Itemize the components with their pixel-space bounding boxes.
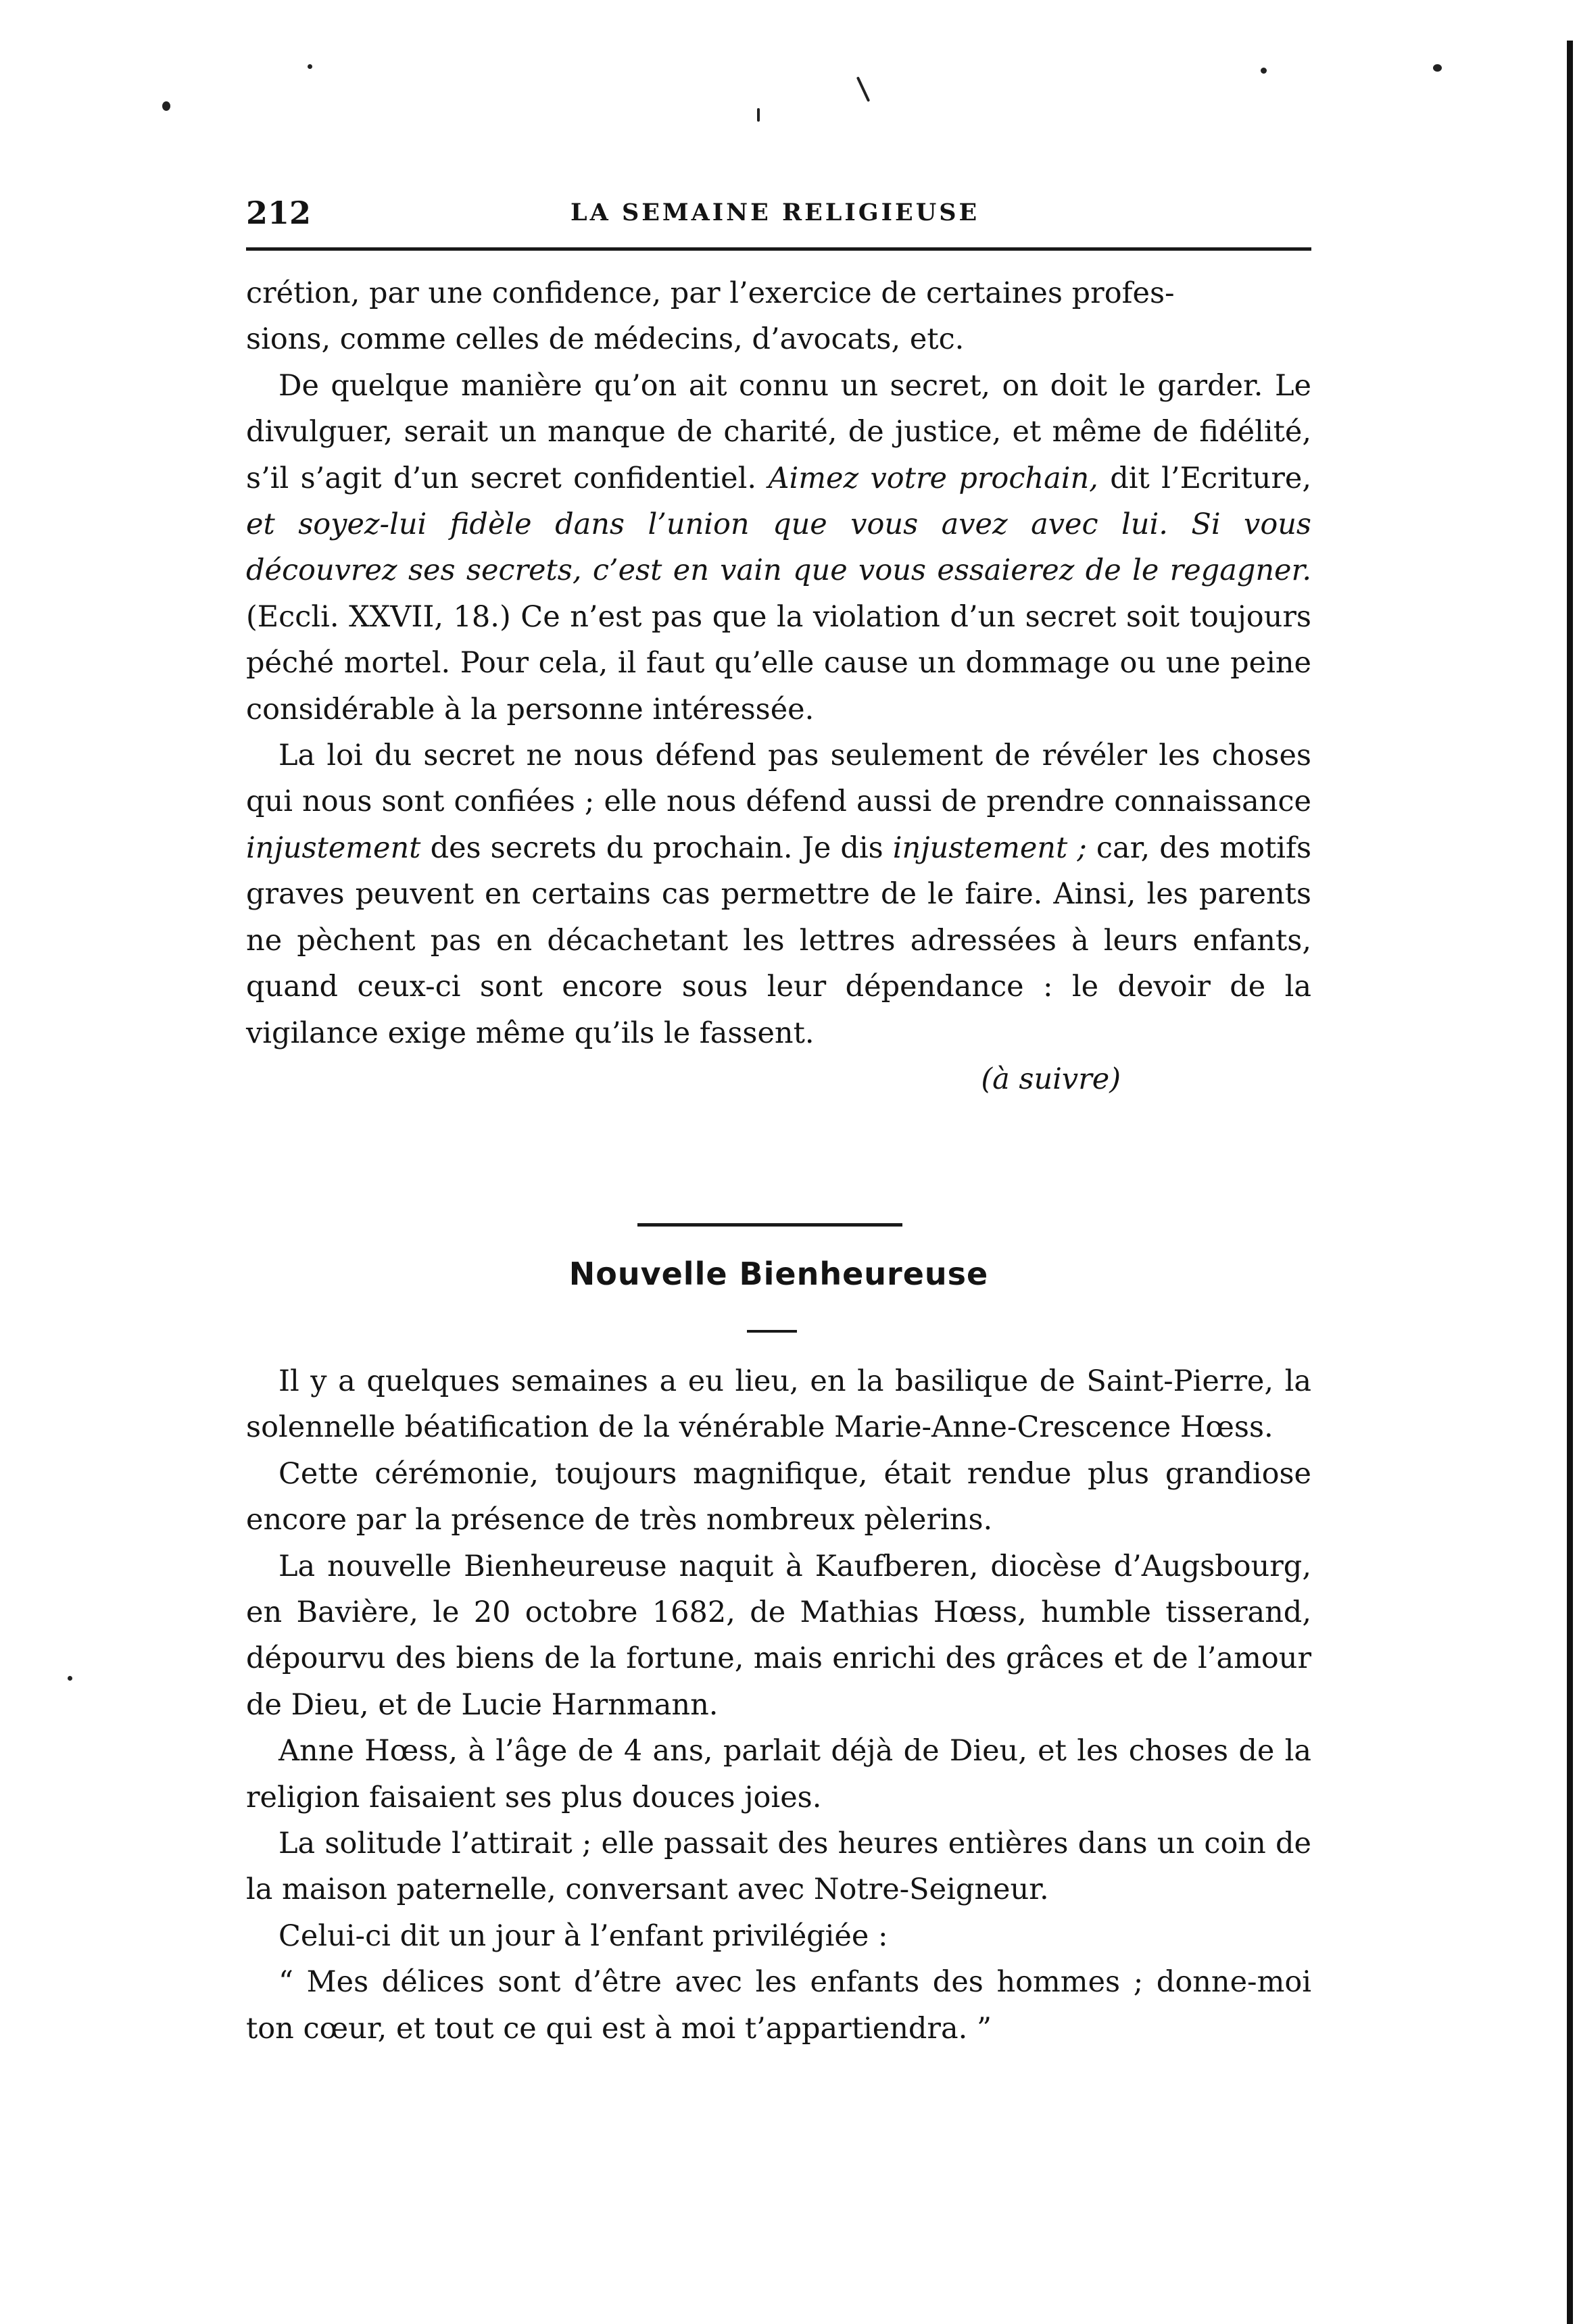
emphasis: injustement ; xyxy=(892,831,1087,865)
paragraph xyxy=(246,733,1311,1056)
print-speck xyxy=(68,1676,72,1681)
paragraph xyxy=(246,363,1311,733)
print-speck xyxy=(1261,68,1267,74)
to-be-continued: (à suivre) xyxy=(981,1062,1121,1096)
text-run: des secrets du prochain. Je dis xyxy=(430,831,883,865)
quotation: “ Mes délices sont d’être avec les enfants des hommes ; donne-moi ton cœur, et tout ce qui est à moi t’appartiendra. ” xyxy=(246,1965,1311,2046)
print-speck xyxy=(856,76,871,102)
print-speck xyxy=(757,108,760,122)
page-edge-shadow xyxy=(1567,41,1573,2324)
paragraph: La nouvelle Bienheureuse naquit à Kaufberen, diocèse d’Augsbourg, en Bavière, le 20 octobre 1682, de Mathias Hœss, humble tisserand, dépourvu des biens de la fortune, mais enrichi des grâces et de l’amour de Dieu, et de Lucie Harnmann. xyxy=(246,1549,1311,1722)
text-run: crétion, par une confidence, par l’exercice de certaines profes- xyxy=(246,276,1175,310)
section-separator xyxy=(637,1223,902,1227)
section-body xyxy=(246,1358,1311,2052)
title-dash xyxy=(747,1330,797,1333)
text-run: car, des motifs graves peuvent en certains cas permettre de le faire. Ainsi, les parents ne pèchent pas en décachetant les lettres adressées à leurs enfants, quand ceux-ci sont encore sous leur dépendance : le devoir de la vigilance exige même qu’ils le fassent. xyxy=(246,831,1312,1050)
running-title: LA SEMAINE RELIGIEUSE xyxy=(571,199,980,226)
text-run: sions, comme celles de médecins, d’avocats, etc. xyxy=(246,322,965,357)
text-run: De quelque manière qu’on ait connu un secret, on doit le garder. Le divulguer, serait un manque de charité, de justice, et même de fidélité, s’il s’agit d’un secret confidentiel. xyxy=(246,368,1311,495)
scripture-quote: Aimez votre prochain, xyxy=(768,461,1098,495)
paragraph: Cette cérémonie, toujours magnifique, était rendue plus grandiose encore par la présence de très nombreux pèlerins. xyxy=(246,1456,1311,1537)
header-rule xyxy=(246,247,1311,251)
emphasis: injustement xyxy=(246,831,421,865)
running-header xyxy=(246,195,1311,235)
page-number: 212 xyxy=(246,195,312,231)
print-speck xyxy=(162,101,170,111)
text-run: (Eccli. XXVII, 18.) Ce n’est pas que la violation d’un secret soit toujours péché mortel. Pour cela, il faut qu’elle cause un dommage ou une peine considérable à la personne intéressée. xyxy=(246,599,1311,726)
paragraph: Anne Hœss, à l’âge de 4 ans, parlait déjà de Dieu, et les choses de la religion faisaient ses plus douces joies. xyxy=(246,1734,1311,1814)
article-continuation xyxy=(246,270,1311,1102)
paragraph: La solitude l’attirait ; elle passait des heures entières dans un coin de la maison paternelle, conversant avec Notre-Seigneur. xyxy=(246,1827,1311,1907)
paragraph: Celui-ci dit un jour à l’enfant privilégiée : xyxy=(278,1919,888,1953)
scripture-quote: et soyez-lui fidèle dans l’union que vous avez avec lui. Si vous découvrez ses secrets, c’est en vain que vous essaierez de le regagner. xyxy=(246,508,1311,588)
text-run: dit l’Ecriture, xyxy=(1110,461,1312,495)
text-run: La loi du secret ne nous défend pas seulement de révéler les choses qui nous sont confiées ; elle nous défend aussi de prendre connaissance xyxy=(246,739,1311,819)
paragraph: Il y a quelques semaines a eu lieu, en la basilique de Saint-Pierre, la solennelle béatification de la vénérable Marie-Anne-Crescence Hœss. xyxy=(246,1364,1311,1445)
print-speck xyxy=(308,64,312,69)
paragraph xyxy=(246,270,1311,363)
print-speck xyxy=(1433,64,1442,72)
section-title: Nouvelle Bienheureuse xyxy=(568,1256,989,1292)
